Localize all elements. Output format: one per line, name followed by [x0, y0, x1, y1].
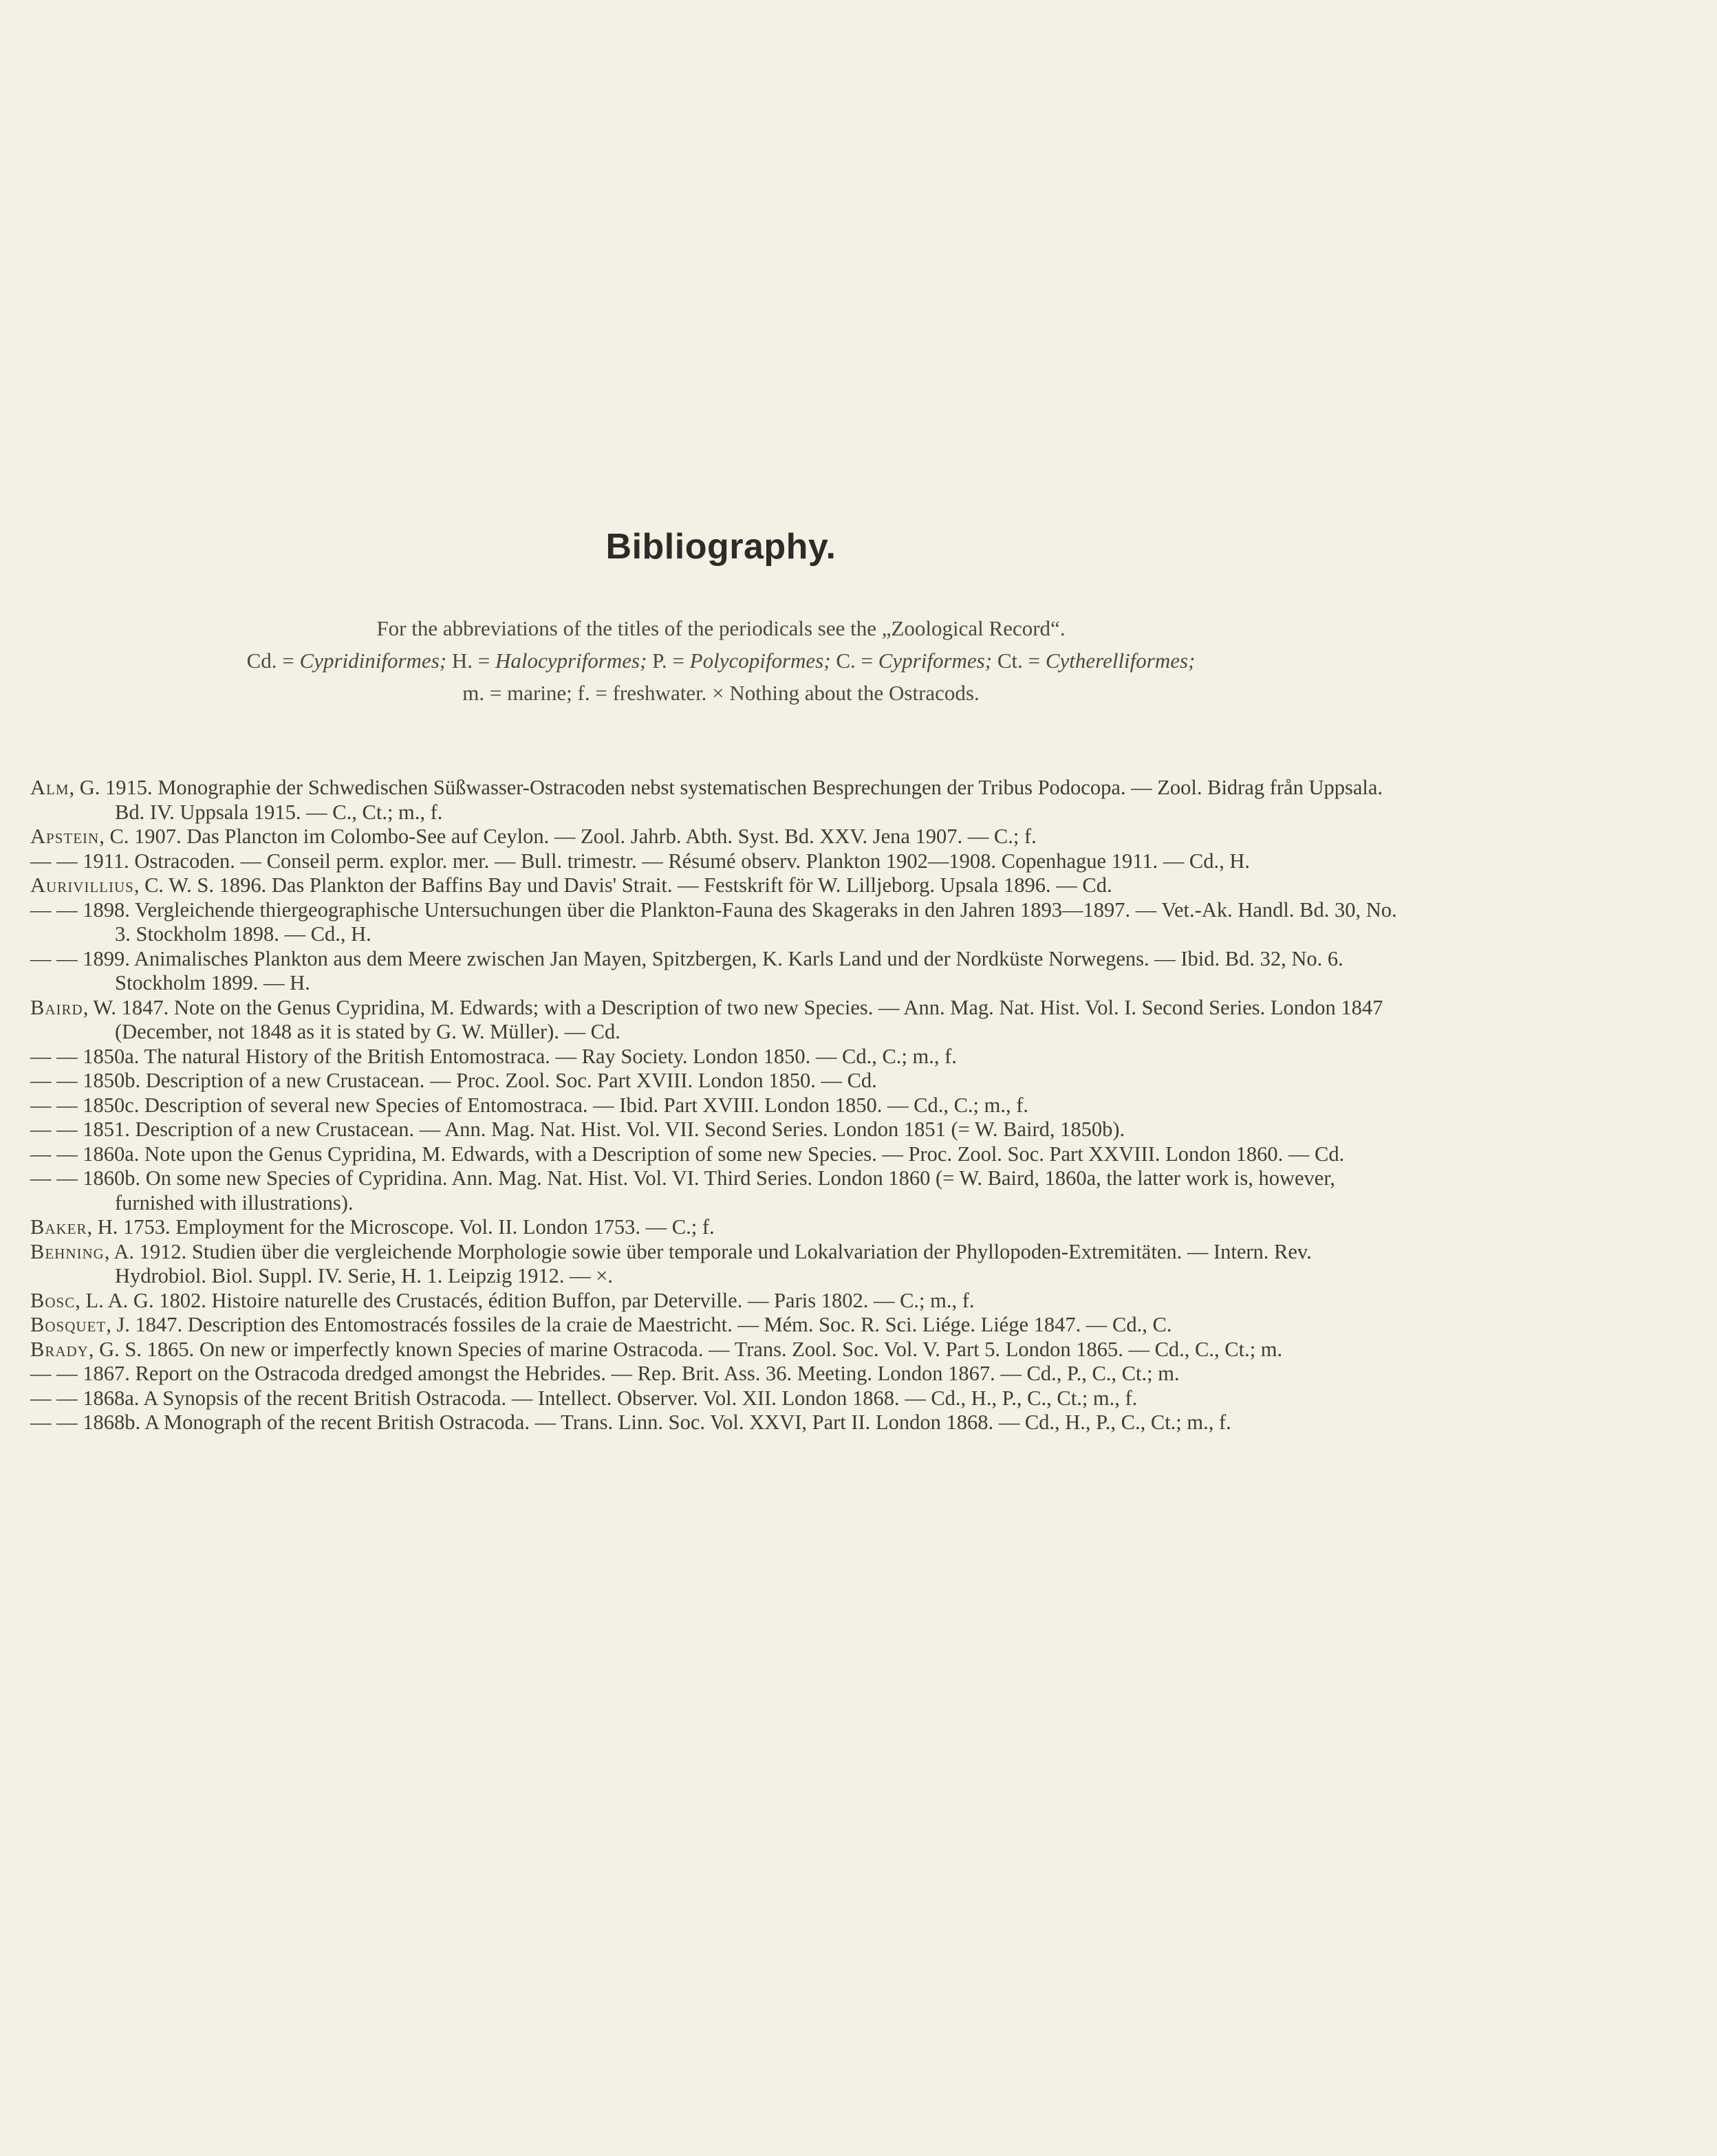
bib-entry — [30, 825, 1399, 849]
entry-text: , C. W. S. 1896. Das Plankton der Baffins Bay und Davis' Strait. — Festskrift för W. Lilljeborg. Upsala 1896. — Cd. — [133, 873, 1112, 897]
bib-entry — [30, 873, 1399, 898]
entry-text: — — 1850c. Description of several new Species of Entomostraca. — Ibid. Part XVIII. London 1850. — Cd., C.; m., f. — [30, 1093, 1029, 1117]
bib-entry — [30, 1338, 1399, 1362]
entry-text: — — 1850b. Description of a new Crustacean. — Proc. Zool. Soc. Part XVIII. London 1850. — Cd. — [30, 1069, 877, 1092]
bib-entry — [30, 1386, 1399, 1411]
abbr-part: Polycopiformes; — [689, 649, 831, 673]
entry-text: , G. 1915. Monographie der Schwedischen Süßwasser-Ostracoden nebst systematischen Besprechungen der Tribus Podocopa. — Zool. Bidrag från Uppsala. Bd. IV. Uppsala 1915. — C., Ct.; m., f. — [69, 776, 1383, 824]
abbr-part: C. = — [830, 649, 878, 673]
entry-text: , L. A. G. 1802. Histoire naturelle des Crustacés, édition Buffon, par Deterville. — Paris 1802. — C.; m., f. — [75, 1288, 975, 1312]
entry-text: — — 1868b. A Monograph of the recent British Ostracoda. — Trans. Linn. Soc. Vol. XXVI, Part II. London 1868. — Cd., H., P., C., Ct.; m., f. — [30, 1411, 1231, 1434]
entry-text: — — 1898. Vergleichende thiergeographische Untersuchungen über die Plankton-Fauna des Skageraks in den Jahren 1893—1897. — Vet.-Ak. Handl. Bd. 30, No. 3. Stockholm 1898. — Cd., H. — [30, 897, 1397, 946]
abbr-part: Cypridiniformes; — [299, 649, 447, 673]
bib-entry — [30, 1289, 1399, 1314]
entry-text: — — 1867. Report on the Ostracoda dredged amongst the Hebrides. — Rep. Brit. Ass. 36. Meeting. London 1867. — Cd., P., C., Ct.; m. — [30, 1362, 1180, 1385]
abbr-part: Cytherelliformes; — [1045, 649, 1196, 673]
entry-text: , G. S. 1865. On new or imperfectly known Species of marine Ostracoda. — Trans. Zool. Soc. Vol. V. Part 5. London 1865. — Cd., C., Ct.; m. — [88, 1337, 1283, 1361]
intro-line-abbreviations — [55, 644, 1387, 677]
page-title: Bibliography. — [605, 527, 836, 567]
entry-text: , A. 1912. Studien über die vergleichende Morphologie sowie über temporale und Lokalvariation der Phyllopoden-Extremitäten. — Intern. Rev. Hydrobiol. Biol. Suppl. IV. Serie, H. 1. Leipzig 1912. — ×. — [104, 1239, 1312, 1287]
entry-author: Behning — [30, 1239, 105, 1263]
bibliography-list — [30, 776, 1399, 1435]
entry-author: Baker — [30, 1215, 87, 1239]
entry-author: Bosc — [30, 1288, 76, 1312]
abbr-part: H. = — [446, 649, 495, 673]
bib-entry — [30, 849, 1399, 874]
entry-text: — — 1868a. A Synopsis of the recent British Ostracoda. — Intellect. Observer. Vol. XII. London 1868. — Cd., H., P., C., Ct.; m., f. — [30, 1386, 1138, 1410]
entry-text: , H. 1753. Employment for the Microscope. Vol. II. London 1753. — C.; f. — [87, 1215, 715, 1239]
entry-author: Baird — [30, 995, 83, 1019]
bib-entry — [30, 947, 1399, 996]
bib-entry — [30, 1045, 1399, 1069]
abbr-part: Ct. = — [992, 649, 1046, 673]
bib-entry — [30, 1142, 1399, 1167]
entry-text: , W. 1847. Note on the Genus Cypridina, M. Edwards; with a Description of two new Species. — Ann. Mag. Nat. Hist. Vol. I. Second Series. London 1847 (December, not 1848 as it is stated by G. W. Müller). — Cd. — [83, 995, 1383, 1043]
entry-text: , J. 1847. Description des Entomostracés fossiles de la craie de Maestricht. — Mém. Soc. R. Sci. Liége. Liége 1847. — Cd., C. — [106, 1313, 1172, 1336]
intro-line-legend: m. = marine; f. = freshwater. × Nothing about the Ostracods. — [462, 681, 980, 705]
bib-entry — [30, 1240, 1399, 1289]
bib-entry — [30, 1069, 1399, 1093]
entry-text: , C. 1907. Das Plancton im Colombo-See auf Ceylon. — Zool. Jahrb. Abth. Syst. Bd. XXV. Jena 1907. — C.; f. — [99, 825, 1037, 848]
abbr-part: Halocypriformes; — [495, 649, 647, 673]
entry-text: — — 1850a. The natural History of the British Entomostraca. — Ray Society. London 1850. — Cd., C.; m., f. — [30, 1044, 957, 1068]
abbr-part: Cd. = — [246, 649, 300, 673]
bib-entry — [30, 1313, 1399, 1338]
entry-author: Alm — [30, 776, 69, 799]
bib-entry — [30, 1411, 1399, 1435]
bib-entry — [30, 1166, 1399, 1215]
bib-entry — [30, 1118, 1399, 1142]
abbr-part: Cypriformes; — [878, 649, 993, 673]
entry-text: — — 1860a. Note upon the Genus Cypridina, M. Edwards, with a Description of some new Species. — Proc. Zool. Soc. Part XXVIII. London 1860. — Cd. — [30, 1142, 1345, 1166]
bib-entry — [30, 1093, 1399, 1118]
entry-text: — — 1911. Ostracoden. — Conseil perm. explor. mer. — Bull. trimestr. — Résumé observ. Plankton 1902—1908. Copenhague 1911. — Cd., H. — [30, 849, 1251, 873]
abbr-part: P. = — [647, 649, 690, 673]
entry-author: Bosquet — [30, 1313, 107, 1336]
entry-author: Brady — [30, 1337, 89, 1361]
intro-block — [55, 612, 1387, 709]
bib-entry — [30, 996, 1399, 1045]
entry-text: — — 1860b. On some new Species of Cypridina. Ann. Mag. Nat. Hist. Vol. VI. Third Series. London 1860 (= W. Baird, 1860a, the latter work is, however, furnished with illustrations). — [30, 1166, 1335, 1215]
entry-text: — — 1899. Animalisches Plankton aus dem Meere zwischen Jan Mayen, Spitzbergen, K. Karls Land und der Nordküste Norwegens. — Ibid. Bd. 32, No. 6. Stockholm 1899. — H. — [30, 946, 1343, 994]
bib-entry — [30, 898, 1399, 947]
entry-text: — — 1851. Description of a new Crustacean. — Ann. Mag. Nat. Hist. Vol. VII. Second Series. London 1851 (= W. Baird, 1850b). — [30, 1118, 1125, 1141]
bib-entry — [30, 1362, 1399, 1386]
entry-author: Apstein — [30, 825, 100, 848]
bib-entry — [30, 776, 1399, 825]
entry-author: Aurivillius — [30, 873, 134, 897]
intro-line-periodicals: For the abbreviations of the titles of the periodicals see the „Zoological Record“. — [376, 616, 1066, 640]
bib-entry — [30, 1215, 1399, 1240]
